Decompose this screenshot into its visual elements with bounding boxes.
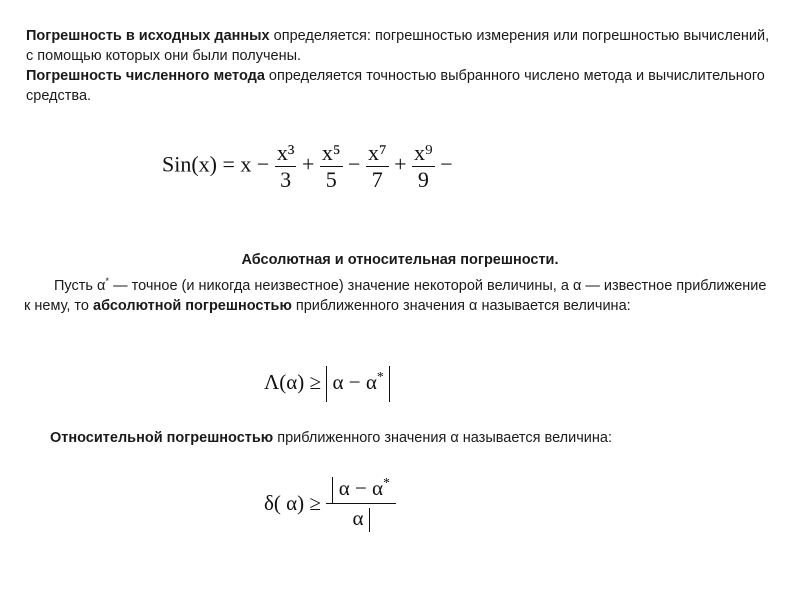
star-superscript: * [105,275,110,287]
definition-text-c: приближенного значения α называется величина: [291,298,631,314]
method-error-text: определяется точностью выбранного числено метода и вычислительного средства. [26,68,765,104]
rel-den-bar [369,508,370,532]
op-plus-1: + [301,151,315,177]
abs-lhs: Λ(α) ≥ [264,370,321,394]
abs-left-bar [326,366,327,402]
rel-num-left-bar [332,477,333,503]
sin-lhs: Sin(x) = x − [162,151,270,177]
term-x9-over-9: $\frac{\text{x⁹}}{9}$ [414,140,433,192]
relative-error-formula [264,474,396,532]
rel-numerator: α − α* [326,474,396,503]
definition-paragraph [24,276,774,316]
op-plus-3: + [394,151,407,177]
input-data-error-term: Погрешность в исходных данных [26,28,270,44]
relative-error-term: Относительной погрешностью [50,430,274,446]
abs-star: * [376,369,384,384]
relative-text: приближенного значения α называется величина: [273,430,612,446]
section-title: Абсолютная и относительная погрешности. [241,252,559,268]
intro-paragraph [26,26,776,106]
absolute-error-term: абсолютной погрешностью [93,298,292,314]
sin-series-formula [162,140,470,193]
term-x7-over-7: $\frac{\text{x⁷}}{7}$ [367,140,387,192]
rel-fraction [326,474,396,532]
abs-right-bar [389,366,390,402]
input-data-error-text: определяется: погрешностью измерения или погрешностью вычислений, с помощью которых они были получены. [26,28,770,64]
rel-denominator: α [326,503,396,532]
definition-text-b: — точное (и никогда неизвестное) значение некоторой величины, а α — известное приближение к нему, то [24,278,767,314]
rel-lhs: δ( α) ≥ [264,491,321,516]
series-tail: −⃞ [440,151,470,177]
term-x5-over-5: $\frac{\text{x⁵}}{5}$ [321,140,341,192]
method-error-term: Погрешность численного метода [26,68,265,84]
term-x3-over-3: $\frac{\text{x³}}{3}$ [276,140,295,192]
definition-text-a: Пусть α [54,278,106,294]
relative-paragraph [50,428,800,448]
op-minus-2: − [348,151,361,177]
absolute-error-formula [264,364,390,402]
abs-inner: α − α [332,370,377,394]
